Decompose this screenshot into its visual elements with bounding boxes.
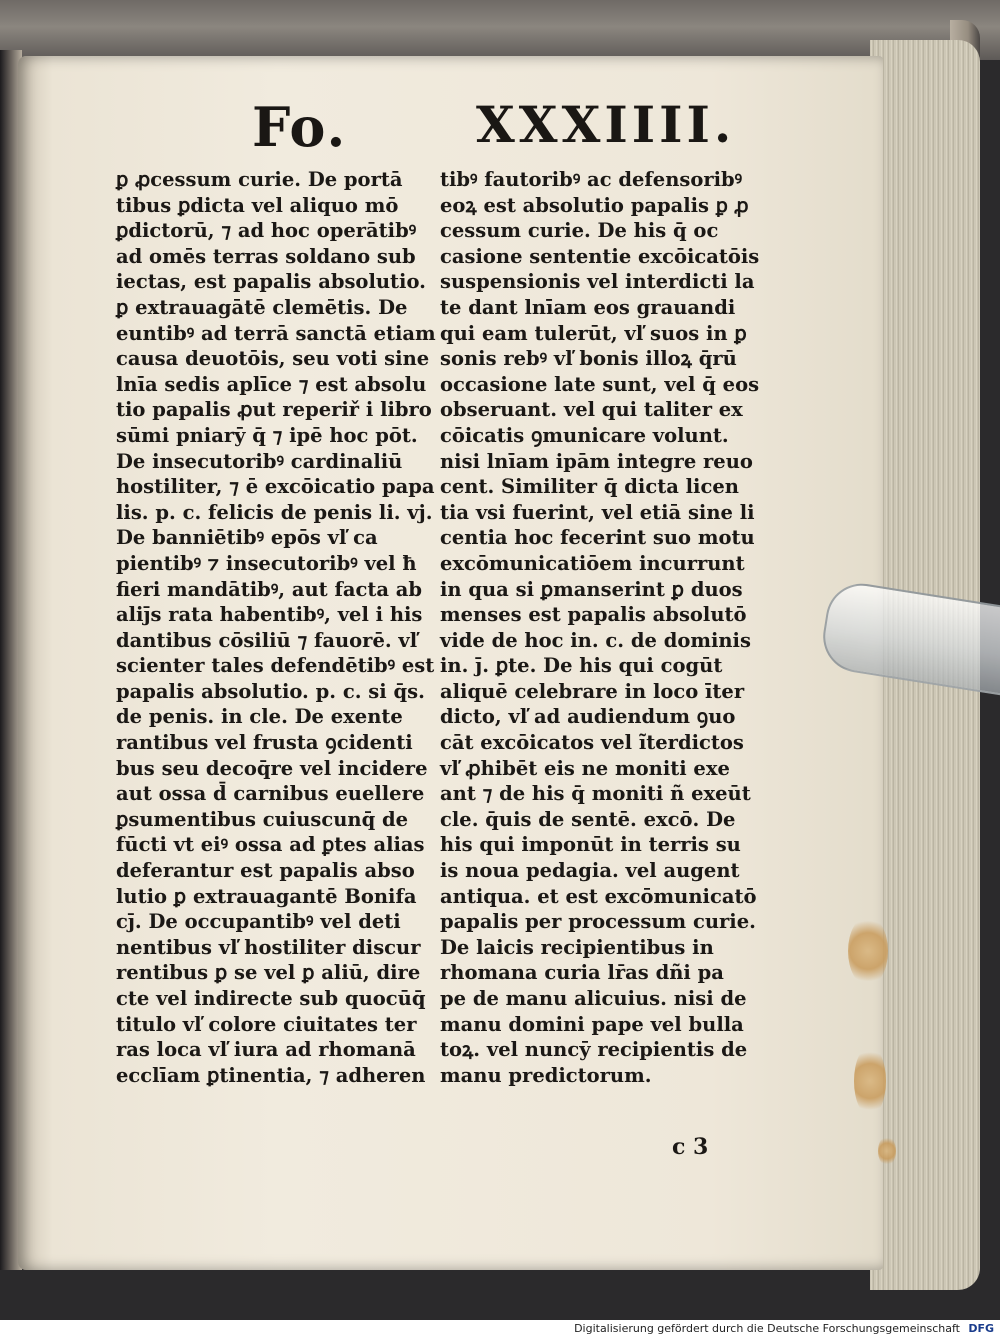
text-line: aut ossa d̄ carnibus euellere [116, 782, 425, 806]
text-line: toꝝ. vel nuncȳ recipientis de [440, 1038, 748, 1062]
text-line: tibus ꝑdicta vel aliquo mō [116, 193, 399, 217]
text-line: cessum curie. De his q̄ oc [440, 219, 719, 243]
text-line: ꝑ ꝓcessum curie. De portā [116, 168, 403, 191]
text-line: cȷ̄. De occupantibꝰ vel deti [116, 910, 401, 934]
text-line: lis. p. c. felicis de penis li. vj. [116, 500, 433, 524]
text-line: cte vel indirecte sub quocūq̄ [116, 987, 426, 1010]
text-line: obseruant. vel qui taliter ex [440, 398, 743, 422]
text-line: ꝑsumentibus cuiuscunq̄ de [116, 807, 409, 831]
folio-label: Fo. [252, 95, 348, 159]
text-line: rhomana curia lr̄as dñi pa [440, 961, 724, 985]
footer-credit: Digitalisierung gefördert durch die Deutsche Forschungsgemeinschaft [574, 1322, 960, 1335]
text-line: ecclīam ꝑtinentia, ⁊ adheren [116, 1063, 426, 1087]
text-line: te dant lnīam eos grauandi [440, 295, 736, 319]
text-line: ꝑ extrauagātē clemētis. De [116, 295, 408, 319]
text-line: deferantur est papalis abso [116, 859, 415, 883]
top-cover-edge [0, 0, 1000, 60]
text-line: sonis rebꝰ vľ bonis illoꝝ q̄rū [440, 347, 737, 371]
dfg-logo: DFG [968, 1322, 994, 1335]
text-line: bus seu decoq̄re vel incidere [116, 756, 428, 780]
text-line: cāt excōicatos vel ĩterdictos [440, 731, 744, 755]
text-line: eoꝝ est absolutio papalis ꝑ ꝓ [440, 193, 749, 217]
text-line: dantibus cōsiliū ⁊ fauorē. vľ [116, 628, 418, 652]
text-line: dicto, vľ ad audiendum ꝯuo [440, 705, 736, 729]
text-column-left [116, 167, 436, 1088]
text-line: hostiliter, ⁊ ē excōicatio papa [116, 475, 435, 499]
text-line: ad omēs terras soldano sub [116, 244, 416, 268]
footer-bar [0, 1320, 1000, 1339]
text-line: de penis. in cle. De exente [116, 705, 403, 729]
text-line: in qua si ꝑmanserint ꝑ duos [440, 577, 743, 601]
text-line: aliquē celebrare in loco īter [440, 679, 745, 703]
text-line: lnīa sedis aplīce ⁊ est absolu [116, 372, 427, 396]
text-line: aliȷ̄s rata habentibꝰ, vel i his [116, 603, 423, 627]
text-line: in. ȷ̄. ꝑte. De his qui cogūt [440, 654, 723, 678]
text-line: vľ ꝓhibēt eis ne moniti exe [440, 756, 730, 780]
text-line: antiqua. et est excōmunicatō [440, 884, 757, 908]
text-line: tibꝰ fautoribꝰ ac defensoribꝰ [440, 168, 743, 191]
text-line: De banniētibꝰ epōs vľ ca [116, 526, 378, 550]
text-line: centia hoc fecerint suo motu [440, 526, 755, 550]
text-line: causa deuotōis, seu voti sine [116, 347, 430, 371]
text-line: manu predictorum. [440, 1063, 652, 1087]
text-line: rantibus vel frusta ꝯcidenti [116, 731, 413, 755]
text-line: papalis per processum curie. [440, 910, 756, 934]
text-line: fūcti vt eiꝰ ossa ad ꝑtes alias [116, 833, 425, 857]
text-line: ras loca vľ iura ad rhomanā [116, 1038, 416, 1062]
folio-number: XXXIIII. [476, 95, 736, 154]
text-line: tia vsi fuerint, vel etiā sine li [440, 500, 755, 524]
text-line: suspensionis vel interdicti la [440, 270, 755, 294]
stain-mark [878, 1136, 896, 1166]
text-line: De insecutoribꝰ cardinaliū [116, 449, 403, 473]
text-line: vide de hoc in. c. de dominis [440, 628, 751, 652]
text-line: rentibus ꝑ se vel ꝑ aliū, dire [116, 961, 421, 985]
text-line: pientibꝰ ⁊ insecutoribꝰ vel ħ [116, 551, 417, 575]
signature-mark: c 3 [672, 1134, 709, 1160]
text-line: tio papalis ꝓut reperiř i libro [116, 398, 432, 422]
text-line: De laicis recipientibus in [440, 935, 714, 959]
text-line: ꝑdictorū, ⁊ ad hoc operātibꝰ [116, 219, 417, 243]
text-column-right [440, 167, 759, 1088]
text-line: is noua pedagia. vel augent [440, 859, 740, 883]
text-line: lutio ꝑ extrauagantē Bonifa [116, 884, 417, 908]
text-line: euntibꝰ ad terrā sanctā etiam [116, 321, 436, 345]
text-line: nentibus vľ hostiliter discur [116, 935, 421, 959]
text-line: manu domini pape vel bulla [440, 1012, 744, 1036]
text-line: nisi lnīam ipām integre reuo [440, 449, 753, 473]
text-line: scienter tales defendētibꝰ est [116, 654, 435, 678]
text-line: ant ⁊ de his q̄ moniti ñ exeūt [440, 782, 751, 806]
text-line: excōmunicatiōem incurrunt [440, 551, 745, 575]
text-line: titulo vľ colore ciuitates ter [116, 1012, 417, 1036]
text-line: papalis absolutio. p. c. si q̄s. [116, 679, 425, 703]
stain-mark [848, 916, 888, 986]
text-line: occasione late sunt, vel q̄ eos [440, 372, 760, 396]
stain-mark [854, 1046, 886, 1116]
text-line: his qui imponūt in terris su [440, 833, 741, 857]
text-line: fieri mandātibꝰ, aut facta ab [116, 577, 423, 601]
text-line: cle. q̄uis de sentē. excō. De [440, 807, 736, 831]
text-line: casione sententie excōicatōis [440, 244, 760, 268]
text-line: sūmi pniarȳ q̄ ⁊ ipē hoc pōt. [116, 423, 418, 447]
text-line: qui eam tulerūt, vľ suos in ꝑ [440, 321, 747, 345]
text-line: iectas, est papalis absolutio. [116, 270, 426, 294]
text-line: pe de manu alicuius. nisi de [440, 987, 747, 1010]
text-line: cent. Similiter q̄ dicta licen [440, 475, 739, 499]
text-line: menses est papalis absolutō [440, 603, 747, 627]
text-line: cōicatis ꝯmunicare volunt. [440, 423, 729, 447]
